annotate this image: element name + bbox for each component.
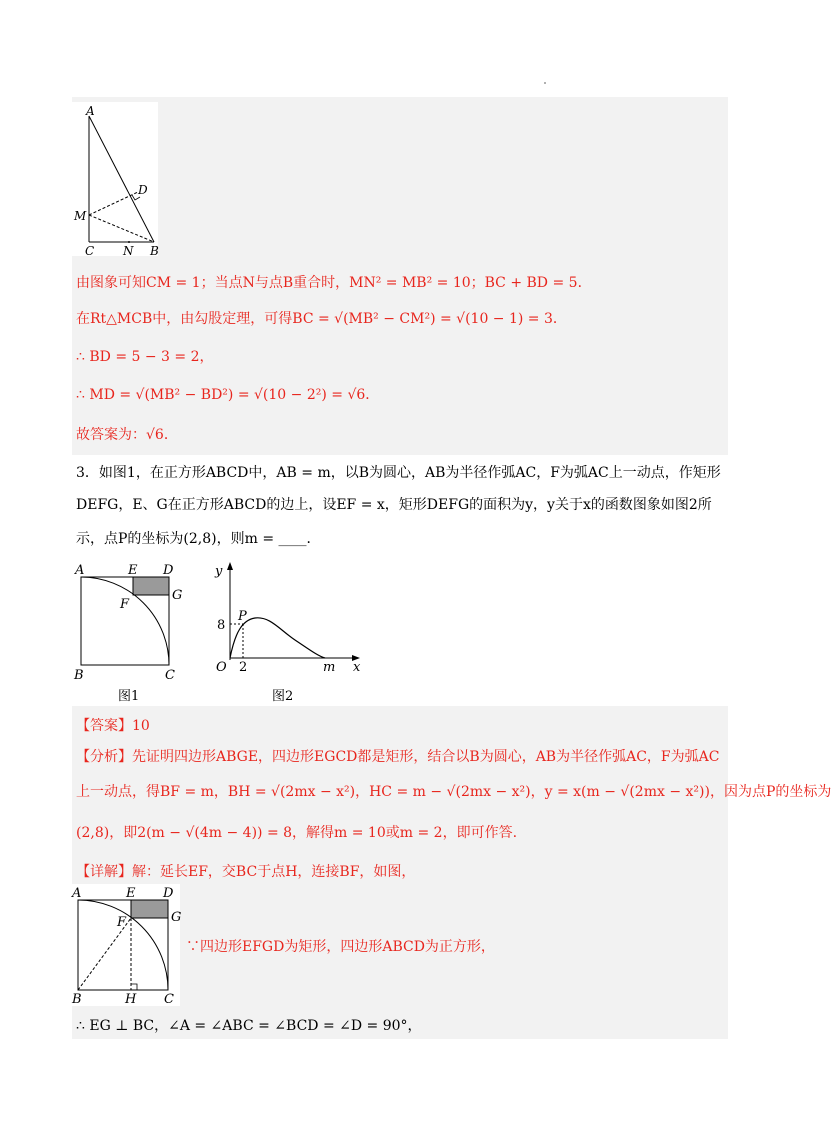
solution-line-3: ∴ BD = 5 − 3 = 2， (76, 349, 214, 365)
fig2-label-p: P (238, 609, 247, 624)
fig2-label-x: x (353, 660, 361, 675)
fig3-label-f: F (117, 915, 127, 930)
figure-3-construction (70, 884, 180, 1006)
figure-triangle-mcb (72, 102, 158, 256)
analysis-line-2: 上一动点，得BF = m，BH = √(2mx − x²)，HC = m − √(2mx − x²)，y = x(m − √(2mx − x²))，因为点P的坐标为 (76, 784, 831, 800)
solution-line-1: 由图象可知CM = 1；当点N与点B重合时，MN² = MB² = 10；BC + BD = 5． (76, 275, 592, 291)
label-n: N (123, 244, 134, 258)
fig1-label-c: C (165, 668, 175, 683)
fig2-label-y: y (215, 564, 223, 579)
fig1-caption: 图1 (118, 689, 140, 704)
solution-line-5: 故答案为：√6． (76, 427, 178, 443)
fig1-label-a: A (75, 563, 85, 578)
fig2-label-o: O (216, 660, 227, 675)
fig1-label-b: B (74, 668, 84, 683)
question-line-3: 示，点P的坐标为(2,8)，则m = ____． (76, 531, 321, 547)
question-line-2: DEFG，E、G在正方形ABCD的边上，设EF = x，矩形DEFG的面积为y，y关于x的函数图象如图2所 (76, 497, 712, 513)
fig3-label-a: A (72, 886, 82, 901)
fig2-label-8: 8 (217, 618, 226, 633)
analysis-line-1: 【分析】先证明四边形ABGE，四边形EGCD都是矩形，结合以B为圆心，AB为半径作弧AC，F为弧AC (76, 749, 720, 765)
fig3-label-e: E (126, 886, 136, 901)
fig1-label-e: E (128, 563, 138, 578)
question-line-1: 3．如图1，在正方形ABCD中，AB = m，以B为圆心，AB为半径作弧AC，F为弧AC上一动点，作矩形 (76, 465, 721, 481)
fig1-label-d: D (163, 563, 174, 578)
label-d: D (138, 183, 148, 197)
fig3-label-h: H (125, 992, 137, 1007)
solution-line-4: ∴ MD = √(MB² − BD²) = √(10 − 2²) = √6． (76, 387, 380, 403)
fig3-label-b: B (72, 992, 82, 1007)
figure-2-graph (210, 558, 370, 706)
fig3-label-d: D (163, 886, 174, 901)
answer-line: 【答案】10 (76, 718, 150, 734)
fig2-caption: 图2 (272, 689, 294, 704)
page-dot (544, 82, 546, 84)
solution-line-2: 在Rt△MCB中，由勾股定理，可得BC = √(MB² − CM²) = √(10 − 1) = 3． (76, 311, 567, 327)
therefore-line: ∴ EG ⊥ BC，∠A = ∠ABC = ∠BCD = ∠D = 90°， (76, 1018, 422, 1034)
label-a: A (86, 104, 95, 118)
analysis-line-3: (2,8)，即2(m − √(4m − 4)) = 8，解得m = 10或m = 2，即可作答. (76, 825, 518, 841)
because-line: ∵四边形EFGD为矩形，四边形ABCD为正方形， (186, 939, 495, 955)
fig3-label-c: C (164, 992, 174, 1007)
label-c: C (85, 244, 95, 258)
fig1-label-f: F (120, 597, 130, 612)
figure-1-square (70, 558, 195, 706)
detail-line: 【详解】解：延长EF，交BC于点H，连接BF，如图， (76, 864, 416, 880)
fig2-label-2: 2 (239, 660, 248, 675)
label-m: M (74, 209, 87, 223)
label-b: B (150, 244, 159, 258)
fig3-label-g: G (171, 910, 182, 925)
fig1-label-g: G (172, 588, 183, 603)
fig2-label-m: m (323, 660, 336, 675)
